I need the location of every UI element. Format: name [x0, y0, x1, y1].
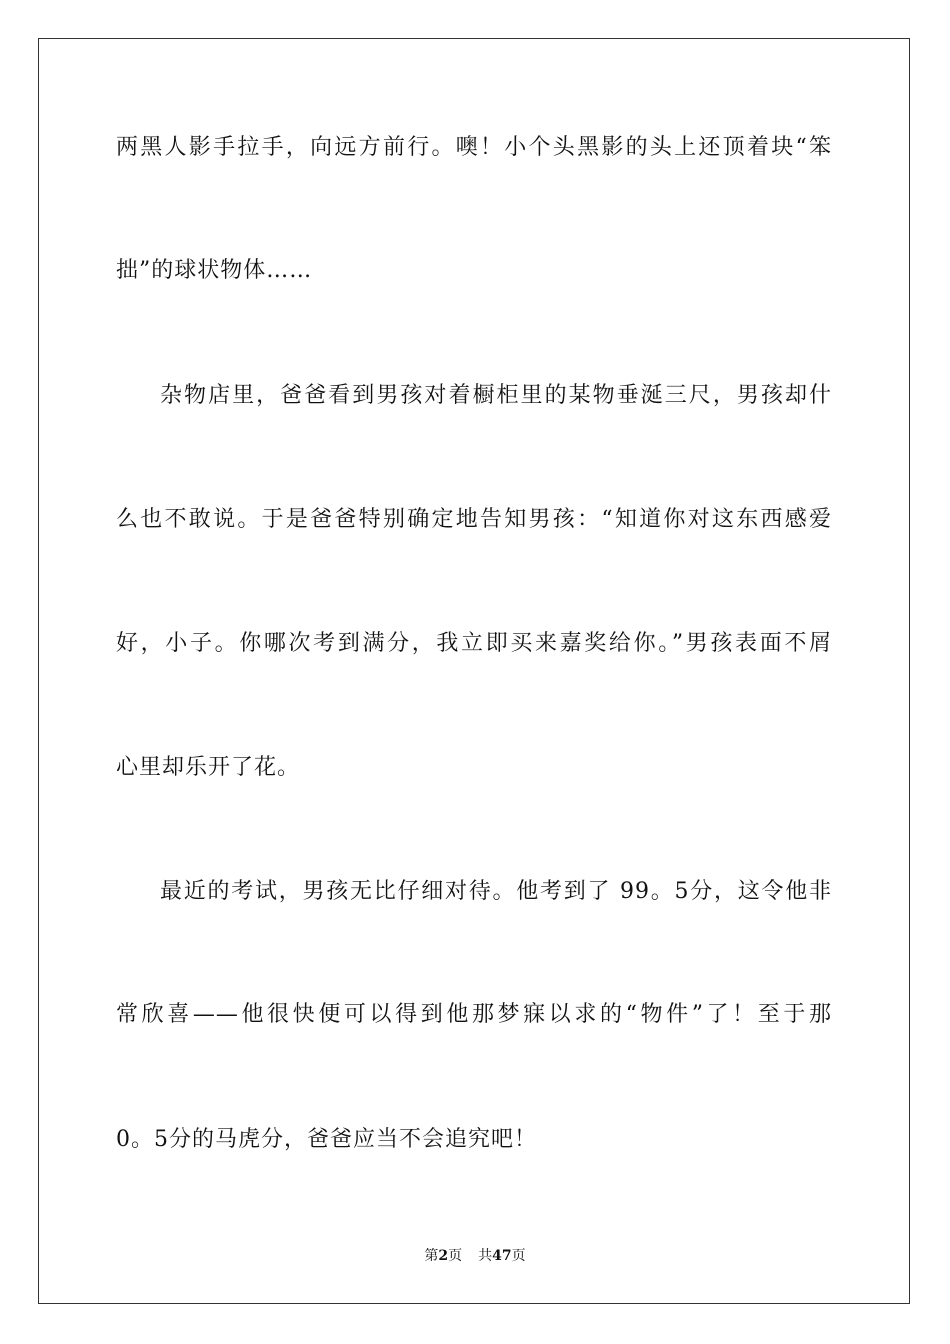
total-pages: 47 — [492, 1248, 512, 1264]
page-footer — [0, 1246, 950, 1266]
total-suffix: 页 — [511, 1248, 526, 1264]
text-line-3: 杂物店里，爸爸看到男孩对着橱柜里的某物垂涎三尺，男孩却什 — [160, 383, 832, 408]
text-line-2: 拙”的球状物体…… — [116, 258, 313, 283]
text-line-9: 0。5分的马虎分，爸爸应当不会追究吧！ — [116, 1127, 537, 1152]
text-line-1: 两黑人影手拉手，向远方前行。噢！小个头黑影的头上还顶着块“笨 — [116, 135, 832, 160]
text-line-6: 心里却乐开了花。 — [116, 755, 301, 780]
text-line-8: 常欣喜——他很快便可以得到他那梦寐以求的“物件”了！至于那 — [116, 1002, 832, 1027]
total-prefix: 共 — [478, 1248, 493, 1264]
text-line-4: 么也不敢说。于是爸爸特别确定地告知男孩：“知道你对这东西感爱 — [116, 507, 832, 532]
text-line-5: 好，小子。你哪次考到满分，我立即买来嘉奖给你。”男孩表面不屑 — [116, 631, 832, 656]
page-prefix: 第 — [424, 1248, 439, 1264]
page-border — [38, 38, 910, 1304]
page-number: 2 — [438, 1248, 449, 1264]
page-suffix: 页 — [448, 1248, 463, 1264]
text-line-7: 最近的考试，男孩无比仔细对待。他考到了 99。5分，这令他非 — [160, 879, 832, 904]
